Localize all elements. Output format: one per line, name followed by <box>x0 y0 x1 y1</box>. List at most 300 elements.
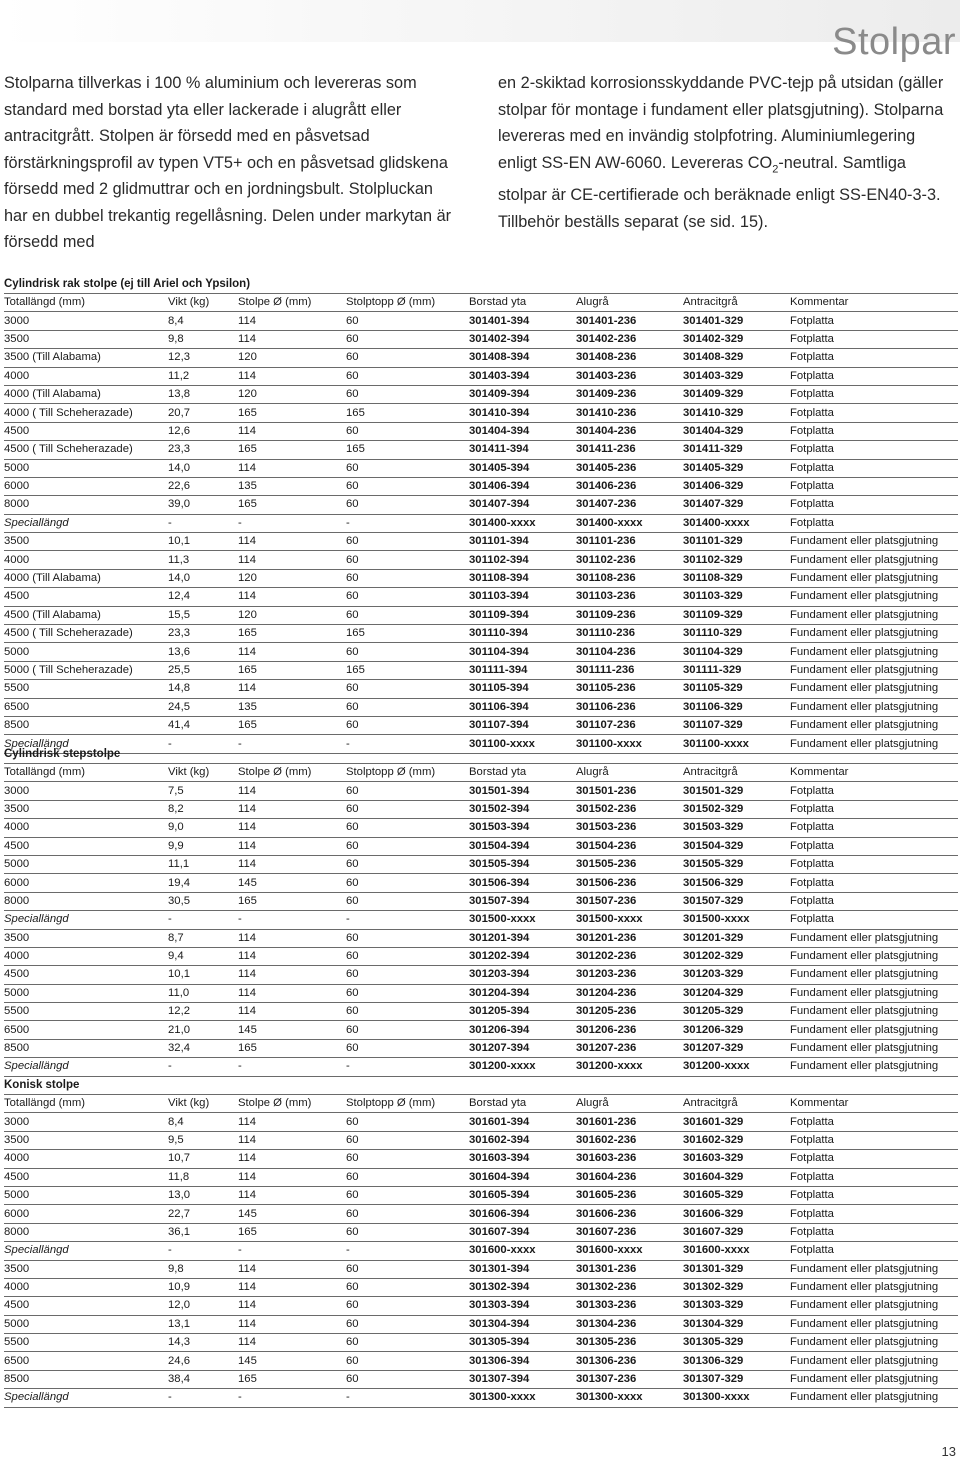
table-cell: 301403-394 <box>469 367 576 385</box>
table-cell: 10,9 <box>168 1278 238 1296</box>
table-cell: 301507-236 <box>576 892 683 910</box>
table-cell: 165 <box>238 1039 346 1057</box>
table-cell: 301411-329 <box>683 441 790 459</box>
table-cell: 301401-329 <box>683 312 790 330</box>
intro-right-part2: -neutral. Samtliga stolpar är CE-certifierade och beräknade enligt SS-EN40-3-3. Tillbehör beställs separat (se sid. 15). <box>498 153 941 231</box>
table-cell: 14,0 <box>168 459 238 477</box>
table-cell: 301100-xxxx <box>469 735 576 753</box>
table-cell: 301403-329 <box>683 367 790 385</box>
table-cell: 301307-329 <box>683 1370 790 1388</box>
table-row <box>4 588 958 606</box>
table-cell: 301406-394 <box>469 477 576 495</box>
table-row <box>4 1315 958 1333</box>
table-row <box>4 1278 958 1296</box>
table-cell: Fundament eller platsgjutning <box>790 735 958 753</box>
table-cell: 60 <box>346 1260 469 1278</box>
table-cell: 165 <box>346 404 469 422</box>
table-cell: Fotplatta <box>790 855 958 873</box>
table-cell: 301205-329 <box>683 1003 790 1021</box>
table-cell: Fotplatta <box>790 477 958 495</box>
table-cell: 114 <box>238 1278 346 1296</box>
table-cell: 301305-329 <box>683 1334 790 1352</box>
table-row <box>4 1242 958 1260</box>
table-cell: Fundament eller platsgjutning <box>790 1039 958 1057</box>
table-cell: 301203-236 <box>576 966 683 984</box>
table-cell: 145 <box>238 1021 346 1039</box>
table-cell: 301106-329 <box>683 698 790 716</box>
table-cell: 60 <box>346 643 469 661</box>
table-row <box>4 1205 958 1223</box>
table-cell: 301405-236 <box>576 459 683 477</box>
table-cell: 301409-329 <box>683 385 790 403</box>
table-row <box>4 1334 958 1352</box>
table-cell: 301505-329 <box>683 855 790 873</box>
table-cell: 165 <box>238 892 346 910</box>
table-cell: 5000 <box>4 459 168 477</box>
table-cell: 301606-394 <box>469 1205 576 1223</box>
table-cell: Fotplatta <box>790 459 958 477</box>
table-cell: 301111-236 <box>576 661 683 679</box>
table-cell: 301502-329 <box>683 800 790 818</box>
table-cell: 3000 <box>4 782 168 800</box>
intro-text-right <box>498 70 958 235</box>
table-cell: - <box>346 735 469 753</box>
table-row <box>4 1186 958 1204</box>
table-cell: - <box>238 735 346 753</box>
table-cell: 114 <box>238 422 346 440</box>
table-cell: 301204-236 <box>576 984 683 1002</box>
table-cell: 5500 <box>4 680 168 698</box>
table-cell: 114 <box>238 855 346 873</box>
table-cell: 8500 <box>4 716 168 734</box>
table-row <box>4 1389 958 1407</box>
table-row <box>4 782 958 800</box>
table-cell: 165 <box>238 404 346 422</box>
table-row <box>4 1150 958 1168</box>
table-cell: 301200-xxxx <box>469 1058 576 1076</box>
table-cell: Fundament eller platsgjutning <box>790 680 958 698</box>
table-cell: - <box>346 1058 469 1076</box>
table-cell: 8,2 <box>168 800 238 818</box>
table-cell: Fotplatta <box>790 1113 958 1131</box>
table-cell: 60 <box>346 1334 469 1352</box>
table-cell: 4000 <box>4 367 168 385</box>
table-cell: 301108-329 <box>683 569 790 587</box>
table-cell: 301409-236 <box>576 385 683 403</box>
table-cell: 23,3 <box>168 625 238 643</box>
table-cell: 301505-236 <box>576 855 683 873</box>
table-cell: 301604-329 <box>683 1168 790 1186</box>
table-cell: 114 <box>238 929 346 947</box>
table-cell: 4500 <box>4 422 168 440</box>
table-cell: 38,4 <box>168 1370 238 1388</box>
table-cell: Fundament eller platsgjutning <box>790 625 958 643</box>
table-row <box>4 855 958 873</box>
table-cell: Fotplatta <box>790 819 958 837</box>
table-cell: 114 <box>238 1131 346 1149</box>
table-cell: 301101-394 <box>469 533 576 551</box>
table-cell: 301110-329 <box>683 625 790 643</box>
table-cell: 301603-329 <box>683 1150 790 1168</box>
table-cell: Fundament eller platsgjutning <box>790 1370 958 1388</box>
table-cell: 4000 ( Till Scheherazade) <box>4 404 168 422</box>
table-cell: 114 <box>238 984 346 1002</box>
table-cell: - <box>168 1058 238 1076</box>
table-row <box>4 625 958 643</box>
table-cell: 301605-394 <box>469 1186 576 1204</box>
table-row <box>4 874 958 892</box>
column-header: Kommentar <box>790 294 958 312</box>
table-cell: 114 <box>238 643 346 661</box>
table-cell: 301302-329 <box>683 1278 790 1296</box>
table-cell: 4000 <box>4 551 168 569</box>
table-cell: 4000 <box>4 947 168 965</box>
table-cell: 8500 <box>4 1370 168 1388</box>
table-row <box>4 1370 958 1388</box>
table-cell: - <box>346 911 469 929</box>
table-cell: 301301-329 <box>683 1260 790 1278</box>
table-cell: 114 <box>238 1113 346 1131</box>
table-cell: 60 <box>346 819 469 837</box>
column-header: Antracitgrå <box>683 1095 790 1113</box>
table-cell: 301400-xxxx <box>683 514 790 532</box>
table-row <box>4 459 958 477</box>
table-row <box>4 819 958 837</box>
table-cell: 3000 <box>4 312 168 330</box>
table-cell: 4500 (Till Alabama) <box>4 606 168 624</box>
section-title: Cylindrisk rak stolpe (ej till Ariel och Ypsilon) <box>4 278 251 290</box>
table-cell: 4500 ( Till Scheherazade) <box>4 625 168 643</box>
table-row <box>4 349 958 367</box>
spec-table <box>4 1094 958 1408</box>
table-cell: Fundament eller platsgjutning <box>790 929 958 947</box>
table-cell: 3500 <box>4 533 168 551</box>
table-cell: Fundament eller platsgjutning <box>790 698 958 716</box>
table-cell: 301206-329 <box>683 1021 790 1039</box>
table-cell: 30,5 <box>168 892 238 910</box>
table-cell: Fundament eller platsgjutning <box>790 661 958 679</box>
table-cell: 301600-xxxx <box>683 1242 790 1260</box>
table-cell: 301106-394 <box>469 698 576 716</box>
table-cell: 301111-329 <box>683 661 790 679</box>
table-cell: 301109-236 <box>576 606 683 624</box>
table-row <box>4 1260 958 1278</box>
table-cell: Fundament eller platsgjutning <box>790 533 958 551</box>
table-cell: 36,1 <box>168 1223 238 1241</box>
table-cell: 5000 <box>4 1315 168 1333</box>
table-cell: 14,0 <box>168 569 238 587</box>
table-cell: 5500 <box>4 1003 168 1021</box>
intro-text-left <box>4 70 459 256</box>
table-cell: 301306-329 <box>683 1352 790 1370</box>
table-cell: 301105-329 <box>683 680 790 698</box>
spec-table <box>4 763 958 1077</box>
table-cell: 60 <box>346 1113 469 1131</box>
table-cell: 60 <box>346 459 469 477</box>
table-cell: 60 <box>346 929 469 947</box>
table-cell: 301201-236 <box>576 929 683 947</box>
table-header-row <box>4 294 958 312</box>
table-cell: 5000 <box>4 1186 168 1204</box>
table-cell: 4000 <box>4 1278 168 1296</box>
table-cell: Fundament eller platsgjutning <box>790 1334 958 1352</box>
table-cell: 301201-329 <box>683 929 790 947</box>
table-cell: 301605-236 <box>576 1186 683 1204</box>
column-header: Kommentar <box>790 764 958 782</box>
table-cell: 301404-329 <box>683 422 790 440</box>
intro-left-text: Stolparna tillverkas i 100 % aluminium och levereras som standard med borstad yta eller lackerade i alugrått eller antracitgrått. Stolpen är försedd med en påsvetsad förstärkningsprofil av typen VT5+ och en påsvetsad glidskena försedd med 2 glidmuttrar och en jordningsbult. Stolpluckan har en dubbel trekantig regellåsning. Delen under markytan är försedd med <box>4 74 452 251</box>
table-cell: Fotplatta <box>790 404 958 422</box>
table-cell: 301307-394 <box>469 1370 576 1388</box>
table-cell: 114 <box>238 1315 346 1333</box>
table-cell: Fotplatta <box>790 330 958 348</box>
table-cell: 9,4 <box>168 947 238 965</box>
table-cell: 60 <box>346 1315 469 1333</box>
table-cell: 4500 <box>4 837 168 855</box>
table-row <box>4 330 958 348</box>
table-row <box>4 1297 958 1315</box>
table-cell: 301408-329 <box>683 349 790 367</box>
table-cell: 301506-394 <box>469 874 576 892</box>
table-cell: 301505-394 <box>469 855 576 873</box>
table-cell: - <box>346 1242 469 1260</box>
table-cell: 165 <box>238 1370 346 1388</box>
table-cell: 301407-236 <box>576 496 683 514</box>
column-header: Stolptopp Ø (mm) <box>346 294 469 312</box>
table-cell: 114 <box>238 819 346 837</box>
table-cell: 22,6 <box>168 477 238 495</box>
table-cell: 301500-xxxx <box>683 911 790 929</box>
intro-right-part1: en 2-skiktad korrosionsskyddande PVC-tejp på utsidan (gäller stolpar för montage i fundament eller platsgjutning). Stolparna levereras med en invändig stolpfotring. Aluminiumlegering enligt SS-EN AW-6060. Levereras CO <box>498 74 944 172</box>
table-cell: 114 <box>238 1186 346 1204</box>
table-cell: 23,3 <box>168 441 238 459</box>
table-cell: 60 <box>346 496 469 514</box>
column-header: Stolpe Ø (mm) <box>238 1095 346 1113</box>
table-cell: Fundament eller platsgjutning <box>790 606 958 624</box>
table-cell: 4000 <box>4 1150 168 1168</box>
table-cell: 301408-394 <box>469 349 576 367</box>
table-cell: 301102-329 <box>683 551 790 569</box>
table-cell: 114 <box>238 551 346 569</box>
table-row <box>4 966 958 984</box>
table-cell: 301101-329 <box>683 533 790 551</box>
table-cell: 11,1 <box>168 855 238 873</box>
table-cell: Fotplatta <box>790 349 958 367</box>
table-cell: 4000 (Till Alabama) <box>4 569 168 587</box>
table-cell: 22,7 <box>168 1205 238 1223</box>
table-cell: 60 <box>346 1003 469 1021</box>
table-cell: Fundament eller platsgjutning <box>790 966 958 984</box>
table-cell: 301607-329 <box>683 1223 790 1241</box>
table-cell: 301103-236 <box>576 588 683 606</box>
table-cell: 60 <box>346 892 469 910</box>
table-cell: 165 <box>346 441 469 459</box>
table-cell: 301606-236 <box>576 1205 683 1223</box>
table-row <box>4 800 958 818</box>
table-cell: 301605-329 <box>683 1186 790 1204</box>
table-cell: 301207-236 <box>576 1039 683 1057</box>
table-cell: 6500 <box>4 698 168 716</box>
table-cell: Fotplatta <box>790 422 958 440</box>
column-header: Borstad yta <box>469 294 576 312</box>
table-cell: - <box>346 1389 469 1407</box>
table-row <box>4 1039 958 1057</box>
table-cell: 8,4 <box>168 1113 238 1131</box>
table-cell: 301501-394 <box>469 782 576 800</box>
table-cell: 4500 ( Till Scheherazade) <box>4 441 168 459</box>
table-cell: 10,1 <box>168 533 238 551</box>
table-cell: 301405-329 <box>683 459 790 477</box>
table-cell: 14,3 <box>168 1334 238 1352</box>
table-row <box>4 496 958 514</box>
table-row <box>4 837 958 855</box>
table-row <box>4 1223 958 1241</box>
table-cell: 301103-394 <box>469 588 576 606</box>
table-cell: Speciallängd <box>4 1242 168 1260</box>
table-cell: 301409-394 <box>469 385 576 403</box>
column-header: Kommentar <box>790 1095 958 1113</box>
table-row <box>4 1021 958 1039</box>
table-cell: 60 <box>346 1131 469 1149</box>
table-cell: 301106-236 <box>576 698 683 716</box>
table-cell: 6000 <box>4 874 168 892</box>
table-cell: 9,9 <box>168 837 238 855</box>
table-cell: 120 <box>238 569 346 587</box>
table-row <box>4 1003 958 1021</box>
table-cell: 301603-394 <box>469 1150 576 1168</box>
page-number: 13 <box>941 1444 956 1459</box>
table-cell: 301207-329 <box>683 1039 790 1057</box>
table-cell: 145 <box>238 1352 346 1370</box>
table-cell: Fotplatta <box>790 800 958 818</box>
table-cell: 165 <box>346 661 469 679</box>
table-cell: 301304-236 <box>576 1315 683 1333</box>
column-header: Alugrå <box>576 294 683 312</box>
table-cell: Fotplatta <box>790 367 958 385</box>
co2-subscript: 2 <box>772 162 779 175</box>
table-cell: 301604-236 <box>576 1168 683 1186</box>
table-cell: 301410-394 <box>469 404 576 422</box>
table-cell: 4500 <box>4 1297 168 1315</box>
table-cell: 114 <box>238 312 346 330</box>
table-cell: 114 <box>238 782 346 800</box>
table-cell: 301304-329 <box>683 1315 790 1333</box>
table-cell: 3500 <box>4 1131 168 1149</box>
table-cell: 301607-394 <box>469 1223 576 1241</box>
table-row <box>4 643 958 661</box>
column-header: Vikt (kg) <box>168 294 238 312</box>
table-cell: 114 <box>238 1297 346 1315</box>
table-cell: 60 <box>346 349 469 367</box>
column-header: Totallängd (mm) <box>4 294 168 312</box>
table-cell: Fotplatta <box>790 911 958 929</box>
table-cell: Fotplatta <box>790 892 958 910</box>
table-cell: 301203-329 <box>683 966 790 984</box>
column-header: Antracitgrå <box>683 764 790 782</box>
table-cell: 4500 <box>4 588 168 606</box>
table-cell: 301404-394 <box>469 422 576 440</box>
table-cell: 41,4 <box>168 716 238 734</box>
table-cell: 60 <box>346 1223 469 1241</box>
table-cell: Fotplatta <box>790 1242 958 1260</box>
column-header: Stolpe Ø (mm) <box>238 764 346 782</box>
table-cell: 5000 <box>4 984 168 1002</box>
table-cell: 301601-329 <box>683 1113 790 1131</box>
table-cell: 114 <box>238 1334 346 1352</box>
table-cell: 60 <box>346 966 469 984</box>
table-cell: Fotplatta <box>790 496 958 514</box>
table-cell: 114 <box>238 800 346 818</box>
table-cell: Fundament eller platsgjutning <box>790 1278 958 1296</box>
table-cell: 301108-236 <box>576 569 683 587</box>
table-cell: - <box>238 1058 346 1076</box>
table-cell: 301100-xxxx <box>683 735 790 753</box>
table-cell: 301304-394 <box>469 1315 576 1333</box>
table-cell: Fundament eller platsgjutning <box>790 1003 958 1021</box>
table-cell: 301301-394 <box>469 1260 576 1278</box>
table-cell: 12,4 <box>168 588 238 606</box>
table-cell: 165 <box>238 625 346 643</box>
table-cell: 60 <box>346 588 469 606</box>
table-row <box>4 661 958 679</box>
table-cell: 301504-394 <box>469 837 576 855</box>
table-cell: 60 <box>346 874 469 892</box>
table-cell: 114 <box>238 330 346 348</box>
table-cell: 301303-329 <box>683 1297 790 1315</box>
table-cell: 301506-329 <box>683 874 790 892</box>
table-cell: 301407-394 <box>469 496 576 514</box>
table-cell: 13,6 <box>168 643 238 661</box>
table-cell: 114 <box>238 837 346 855</box>
table-cell: 9,8 <box>168 1260 238 1278</box>
table-cell: 60 <box>346 1186 469 1204</box>
table-row <box>4 892 958 910</box>
table-row <box>4 533 958 551</box>
table-cell: 114 <box>238 680 346 698</box>
table-cell: 301200-xxxx <box>683 1058 790 1076</box>
table-cell: - <box>238 1389 346 1407</box>
table-cell: 7,5 <box>168 782 238 800</box>
table-cell: 301103-329 <box>683 588 790 606</box>
table-cell: Fotplatta <box>790 1131 958 1149</box>
table-cell: 301204-329 <box>683 984 790 1002</box>
table-cell: 301405-394 <box>469 459 576 477</box>
table-cell: Fundament eller platsgjutning <box>790 551 958 569</box>
table-cell: 9,0 <box>168 819 238 837</box>
section-title: Konisk stolpe <box>4 1079 80 1091</box>
table-header-row <box>4 1095 958 1113</box>
table-cell: 9,5 <box>168 1131 238 1149</box>
table-cell: 301301-236 <box>576 1260 683 1278</box>
table-cell: 301110-236 <box>576 625 683 643</box>
table-cell: 60 <box>346 716 469 734</box>
table-cell: 60 <box>346 1352 469 1370</box>
table-cell: 60 <box>346 1021 469 1039</box>
table-cell: 114 <box>238 1260 346 1278</box>
table-cell: - <box>168 735 238 753</box>
table-row <box>4 312 958 330</box>
table-row <box>4 404 958 422</box>
table-cell: 4500 <box>4 1168 168 1186</box>
table-cell: 301401-394 <box>469 312 576 330</box>
table-cell: 301401-236 <box>576 312 683 330</box>
table-cell: 301205-236 <box>576 1003 683 1021</box>
table-cell: Fotplatta <box>790 1205 958 1223</box>
table-cell: 3500 <box>4 800 168 818</box>
table-cell: 301300-xxxx <box>683 1389 790 1407</box>
table-cell: 120 <box>238 385 346 403</box>
table-cell: 8,4 <box>168 312 238 330</box>
